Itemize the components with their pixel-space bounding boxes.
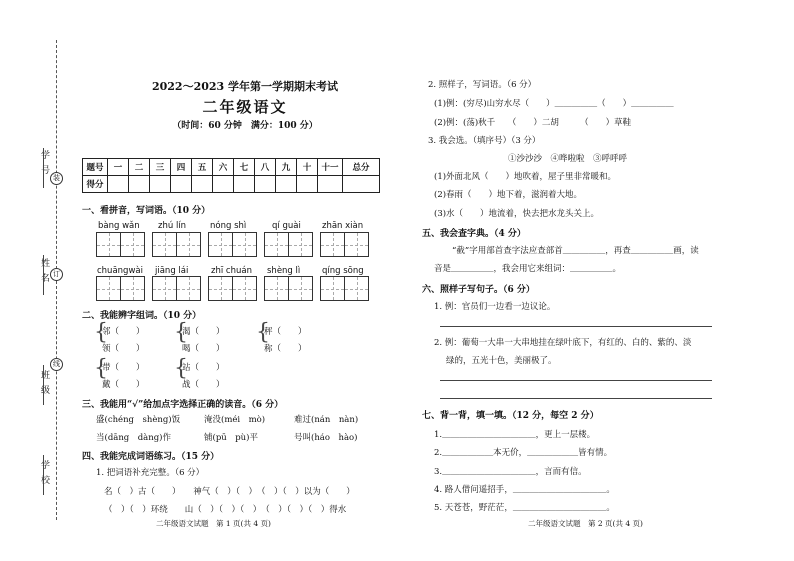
score-header-cell: 一 — [108, 159, 129, 176]
word-pair-item: 领（ ） — [102, 344, 145, 354]
pinyin-label: qí guài — [272, 221, 301, 231]
brace-icon: { — [256, 320, 270, 345]
binding-mark-zhuang: 装 — [50, 172, 63, 185]
brace-icon: { — [174, 356, 188, 381]
score-input-cell[interactable] — [150, 176, 171, 193]
pinyin-label: shèng lì — [267, 266, 301, 276]
page-footer-right: 二年级语文试题 第 2 页(共 4 页) — [528, 519, 643, 528]
pinyin-label: nóng shì — [210, 221, 247, 231]
exam-meta: （时间：60 分钟 满分：100 分） — [172, 121, 318, 131]
idiom-fill-line[interactable]: 名（ ）古（ ） 神气（ ）（ ） （ ）（ ）以为（ ） — [104, 487, 355, 497]
sub-2-line-2[interactable]: (2)例：(荡)秋千 （ ）二胡 （ ）草鞋 — [434, 118, 632, 128]
school-field[interactable] — [43, 455, 45, 495]
writing-grid[interactable] — [96, 276, 144, 301]
poem-fill-item[interactable]: 4. 路人借问遥招手，＿＿＿＿＿＿＿＿＿＿＿。 — [434, 485, 615, 495]
score-input-cell[interactable] — [171, 176, 192, 193]
section-1-heading: 一、看拼音，写词语。（10 分） — [82, 206, 211, 216]
student-id-field[interactable] — [43, 148, 45, 188]
score-header-cell: 题号 — [83, 159, 108, 176]
score-header-cell: 三 — [150, 159, 171, 176]
pinyin-label: bàng wǎn — [98, 221, 140, 231]
writing-grid[interactable] — [264, 232, 312, 257]
word-pair-item: 带（ ） — [102, 363, 145, 373]
word-pair-item: 站（ ） — [182, 363, 225, 373]
pinyin-label: zhú lín — [158, 221, 187, 231]
brace-icon: { — [94, 356, 108, 381]
name-field[interactable] — [43, 255, 45, 295]
poem-fill-item[interactable]: 1.＿＿＿＿＿＿＿＿＿＿＿，更上一层楼。 — [434, 430, 596, 440]
class-field[interactable] — [43, 365, 45, 405]
sub-3-heading: 3. 我会选。（填序号）（3 分） — [428, 136, 541, 146]
pronunciation-item[interactable]: 盛(chéng shèng)饭 — [96, 415, 181, 425]
score-header-cell: 六 — [213, 159, 234, 176]
word-pair-item: 喝（ ） — [182, 344, 225, 354]
score-header-cell: 二 — [129, 159, 150, 176]
word-pair-item: 战（ ） — [182, 380, 225, 390]
score-input-cell[interactable] — [343, 176, 380, 193]
score-table-score-row — [83, 176, 380, 193]
word-pair-item: 秤（ ） — [264, 327, 307, 337]
score-input-cell[interactable] — [192, 176, 213, 193]
pinyin-label: jiāng lái — [155, 266, 189, 276]
writing-grid[interactable] — [320, 276, 368, 301]
writing-grid[interactable] — [264, 276, 312, 301]
dictionary-line-2[interactable]: 音是＿＿＿＿＿，我会用它来组词：＿＿＿＿＿。 — [434, 264, 622, 274]
score-header-cell: 总分 — [343, 159, 380, 176]
writing-grid[interactable] — [152, 232, 200, 257]
sentence-example-2: 2. 例：葡萄一大串一大串地挂在绿叶底下，有红的、白的、紫的、淡 — [434, 338, 692, 348]
exam-subject: 二年级语文 — [202, 98, 288, 116]
score-header-cell: 五 — [192, 159, 213, 176]
word-pair-item: 渴（ ） — [182, 327, 225, 337]
score-row-label: 得分 — [83, 176, 108, 193]
sub-3-options: ①沙沙沙 ④哗啦啦 ③呼呼呼 — [508, 154, 628, 164]
pinyin-label: zhī chuán — [211, 266, 252, 276]
section-5-heading: 五、我会查字典。（4 分） — [422, 229, 526, 239]
score-input-cell[interactable] — [318, 176, 343, 193]
brace-icon: { — [94, 320, 108, 345]
score-input-cell[interactable] — [234, 176, 255, 193]
writing-grid[interactable] — [208, 276, 256, 301]
sub-3-line-3[interactable]: (3)水（ ）地流着，快去把水龙头关上。 — [434, 209, 600, 219]
answer-line[interactable] — [440, 380, 712, 381]
writing-grid[interactable] — [152, 276, 200, 301]
name-label: 姓名 — [39, 258, 49, 288]
score-header-cell: 四 — [171, 159, 192, 176]
pronunciation-item[interactable]: 淹没(méi mò) — [204, 415, 266, 425]
pronunciation-item[interactable]: 当(dāng dàng)作 — [96, 433, 171, 443]
poem-fill-item[interactable]: 2.＿＿＿＿＿＿本无价，＿＿＿＿＿＿皆有情。 — [434, 448, 613, 458]
section-3-heading: 三、我能用“√”给加点字选择正确的读音。（6 分） — [82, 400, 284, 410]
answer-line[interactable] — [440, 326, 712, 327]
page-footer-left: 二年级语文试题 第 1 页(共 4 页) — [156, 519, 271, 528]
score-input-cell[interactable] — [297, 176, 318, 193]
section-4-heading: 四、我能完成词语练习。（15 分） — [82, 452, 220, 462]
writing-grid[interactable] — [208, 232, 256, 257]
score-table — [82, 158, 380, 193]
score-header-cell: 十 — [297, 159, 318, 176]
sentence-example-2b: 绿的，五光十色，美丽极了。 — [446, 356, 557, 366]
score-header-cell: 十一 — [318, 159, 343, 176]
pinyin-label: qíng sōng — [322, 266, 364, 276]
score-table-header-row — [83, 159, 380, 176]
pronunciation-item[interactable]: 铺(pū pù)平 — [204, 433, 258, 443]
score-input-cell[interactable] — [108, 176, 129, 193]
section-2-heading: 二、我能辨字组词。（10 分） — [82, 311, 202, 321]
score-input-cell[interactable] — [255, 176, 276, 193]
answer-line[interactable] — [440, 398, 712, 399]
sub-3-line-1[interactable]: (1)外面北风（ ）地吹着，屋子里非常暖和。 — [434, 172, 617, 182]
idiom-fill-line[interactable]: （ ）（ ）环绕 山（ ）（ ）（ ） （ ）（ ）（ ）得水 — [104, 505, 347, 515]
school-label: 学校 — [39, 460, 49, 490]
pinyin-label: chuāngwài — [97, 266, 143, 276]
score-input-cell[interactable] — [276, 176, 297, 193]
brace-icon: { — [174, 320, 188, 345]
dictionary-line-1[interactable]: “截”字用部首查字法应查部首＿＿＿＿＿，再查＿＿＿＿＿画，读 — [452, 246, 699, 256]
pronunciation-item[interactable]: 难过(nán nàn) — [294, 415, 359, 425]
score-header-cell: 七 — [234, 159, 255, 176]
score-input-cell[interactable] — [213, 176, 234, 193]
sub-2-line-1[interactable]: (1)例：(穷尽)山穷水尽（ ）＿＿＿＿＿（ ）＿＿＿＿＿ — [434, 99, 674, 109]
score-header-cell: 八 — [255, 159, 276, 176]
pronunciation-item[interactable]: 号叫(háo hào) — [294, 433, 358, 443]
poem-fill-item[interactable]: 5. 天苍苍，野茫茫，＿＿＿＿＿＿＿＿＿＿＿。 — [434, 503, 615, 513]
section-7-heading: 七、背一背，填一填。（12 分，每空 2 分） — [422, 411, 599, 421]
score-header-cell: 九 — [276, 159, 297, 176]
student-id-label: 学号 — [39, 150, 49, 180]
pinyin-label: zhān xiàn — [322, 221, 364, 231]
binding-mark-xian: 线 — [50, 358, 63, 371]
word-pair-item: 邻（ ） — [102, 327, 145, 337]
writing-grid[interactable] — [96, 232, 144, 257]
exam-title: 2022～2023 学年第一学期期末考试 — [151, 80, 339, 93]
binding-mark-ding: 订 — [50, 268, 63, 281]
sub-3-line-2[interactable]: (2)春雨（ ）地下着，滋润着大地。 — [434, 190, 583, 200]
poem-fill-item[interactable]: 3.＿＿＿＿＿＿＿＿＿＿＿，言而有信。 — [434, 467, 587, 477]
sentence-example-1: 1. 例：官员们一边看一边议论。 — [434, 302, 556, 312]
writing-grid[interactable] — [320, 232, 368, 257]
word-pair-item: 称（ ） — [264, 344, 307, 354]
section-4-sub-1: 1. 把词语补充完整。（6 分） — [96, 468, 205, 478]
section-6-heading: 六、照样子写句子。（6 分） — [422, 285, 535, 295]
class-label: 班级 — [39, 370, 49, 400]
score-input-cell[interactable] — [129, 176, 150, 193]
sub-2-heading: 2. 照样子，写词语。（6 分） — [428, 80, 537, 90]
word-pair-item: 戴（ ） — [102, 380, 145, 390]
